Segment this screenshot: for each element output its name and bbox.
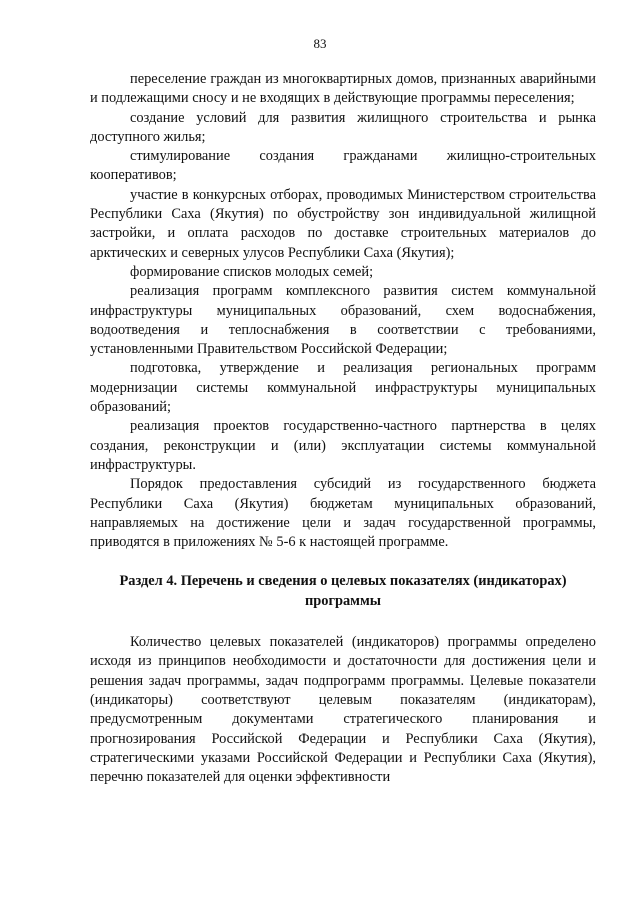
section-heading: Раздел 4. Перечень и сведения о целевых показателях (индикаторах) программы <box>119 573 567 609</box>
list-item-competitive-selection: участие в конкурсных отборах, проводимых Министерством строительства Республики Саха (Якутия) по обустройству зон индивидуальной жилищной застройки, и оплата расходов по доставке строительных материалов до арктических и северных улусов Республики Саха (Якутия); <box>90 186 596 261</box>
spacer <box>90 611 596 633</box>
list-item-resettlement: переселение граждан из многоквартирных домов, признанных аварийными и подлежащими сносу и не входящих в действующие программы переселения; <box>90 71 596 107</box>
subsidies-paragraph: Порядок предоставления субсидий из государственного бюджета Республики Саха (Якутия) бюджетам муниципальных образований, направляемых на достижение цели и задач государственной программы, приводятся в приложениях № 5-6 к настоящей программе. <box>90 476 596 551</box>
list-item-modernization: подготовка, утверждение и реализация региональных программ модернизации системы коммунальной инфраструктуры муниципальных образований; <box>90 360 596 416</box>
indicators-paragraph: Количество целевых показателей (индикаторов) программы определено исходя из принципов необходимости и достаточности для достижения цели и решения задач программы, задач подпрограмм программы. Целевые показатели (индикаторы) соответствуют целевым показателям (индикаторам), предусмотренным документами стратегического планирования и прогнозирования Российской Федерации и Республики Саха (Якутия), стратегическими указами Российской Федерации и Республики Саха (Якутия), перечню показателей для оценки эффективности <box>90 634 596 786</box>
list-item-cooperatives: стимулирование создания гражданами жилищно-строительных кооперативов; <box>90 148 596 184</box>
document-body <box>90 70 596 787</box>
list-item-public-private-partnership: реализация проектов государственно-частного партнерства в целях создания, реконструкции и (или) эксплуатации системы коммунальной инфраструктуры. <box>90 418 596 473</box>
page-number: 83 <box>313 36 327 51</box>
list-item-housing-market: создание условий для развития жилищного строительства и рынка доступного жилья; <box>90 109 596 145</box>
list-item-infrastructure-programs: реализация программ комплексного развития систем коммунальной инфраструктуры муниципальных образований, схем водоснабжения, водоотведения и теплоснабжения в соответствии с требованиями, установленными Правительством Российской Федерации; <box>90 283 596 358</box>
list-item-young-families: формирование списков молодых семей; <box>130 263 374 280</box>
